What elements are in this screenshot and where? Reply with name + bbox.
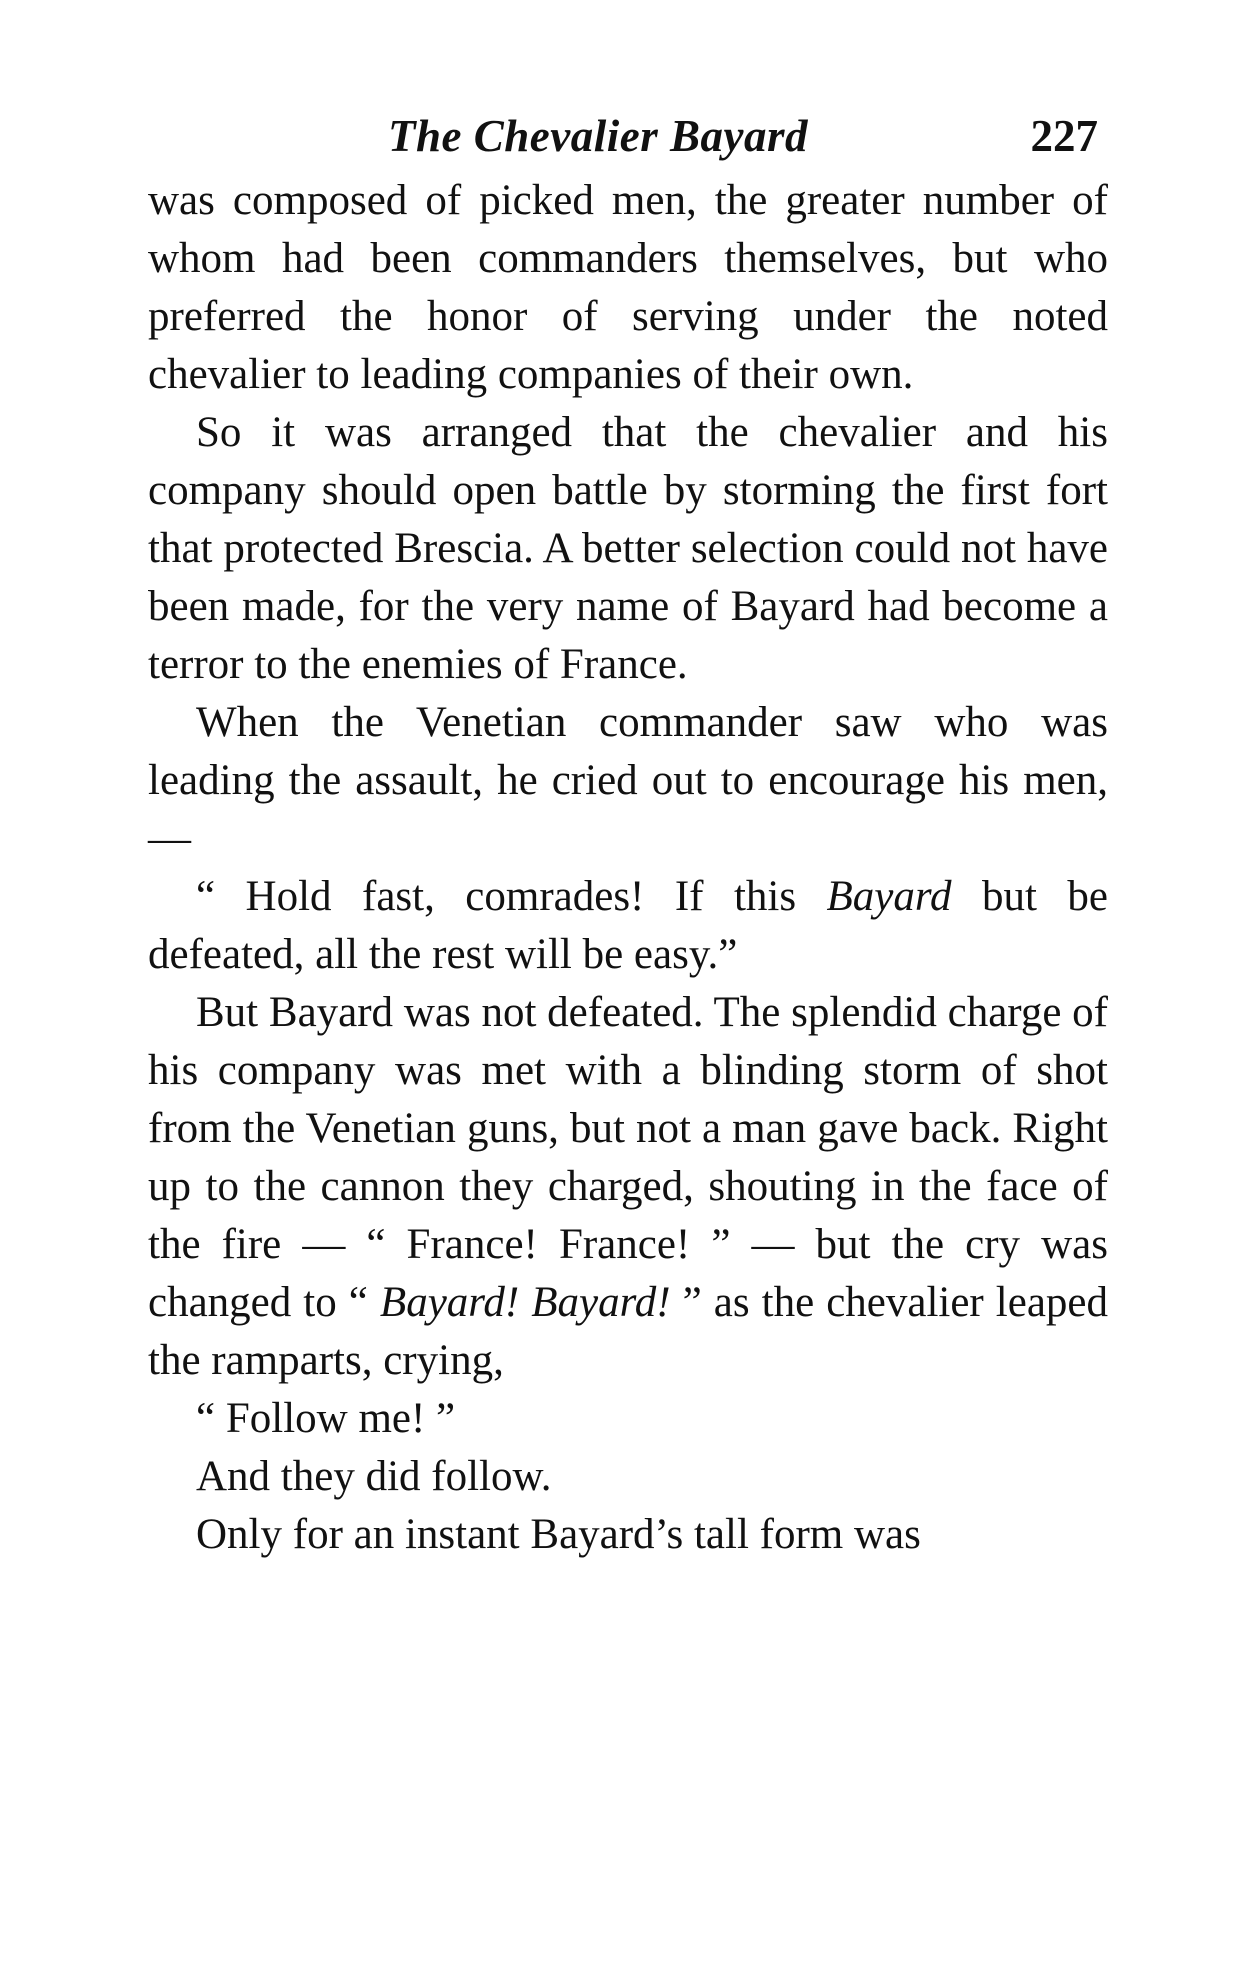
book-page: [148, 100, 1108, 1564]
paragraph-4-text-start: “ Hold fast, comrades! If this: [196, 873, 827, 920]
paragraph-5-text-start: But Bayard was not defeated. The splendid charge of his company was met with a blinding storm of shot from the Venetian guns, but not a man gave back. Right up to the cannon they charged, shouting in the face of the fire — “ France! France! ” — but the cry was changed to “: [148, 989, 1108, 1326]
paragraph-2: So it was arranged that the chevalier and his company should open battle by storming the first fort that protected Brescia. A better selection could not have been made, for the very name of Bayard had become a terror to the enemies of France.: [148, 409, 1108, 688]
paragraph-8: Only for an instant Bayard’s tall form was: [196, 1511, 921, 1558]
paragraph-5: [148, 984, 1108, 1390]
running-title: The Chevalier Bayard: [388, 111, 808, 161]
body-text: [148, 172, 1108, 1564]
paragraph-7: And they did follow.: [196, 1453, 552, 1500]
paragraph-6: “ Follow me! ”: [196, 1395, 456, 1442]
page-number: 227: [1030, 111, 1098, 161]
paragraph-3: When the Venetian commander saw who was leading the assault, he cried out to encourage his men, —: [148, 699, 1108, 862]
paragraph-1: was composed of picked men, the greater number of whom had been commanders themselves, but who preferred the honor of serving under the noted chevalier to leading companies of their own.: [148, 177, 1108, 398]
paragraph-4: [148, 868, 1108, 984]
paragraph-5-text-end: ” as the chevalier leaped the ramparts, crying,: [148, 1279, 1108, 1384]
paragraph-4-italic-name: Bayard: [826, 873, 952, 920]
running-head: [148, 100, 1108, 172]
paragraph-5-italic-cry: Bayard! Bayard!: [379, 1279, 671, 1326]
paragraph-4-text-end: but be defeated, all the rest will be easy.”: [148, 873, 1108, 978]
